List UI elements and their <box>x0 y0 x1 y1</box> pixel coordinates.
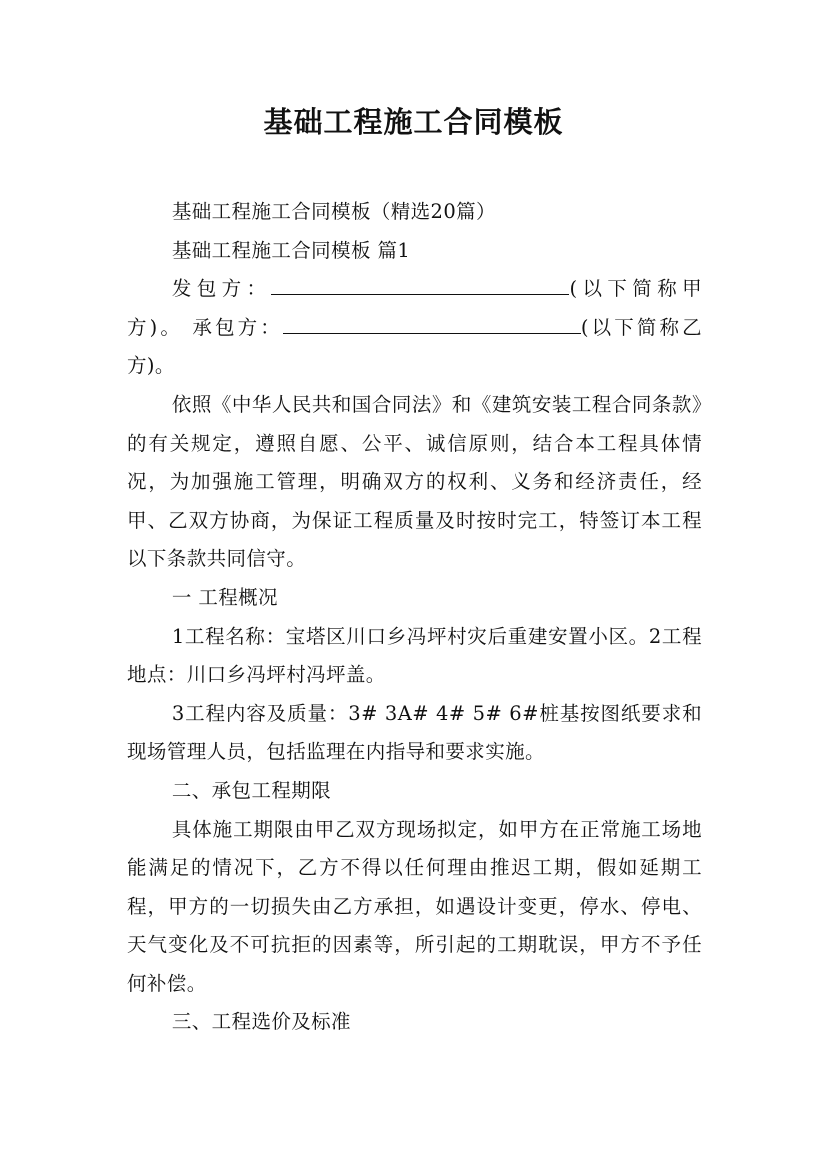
party-b-label: 承包方： <box>192 315 283 339</box>
section-2-paragraph: 具体施工期限由甲乙双方现场拟定，如甲方在正常施工场地能满足的情况下，乙方不得以任何理由推迟工期，假如延期工程，甲方的一切损失由乙方承担，如遇设计变更，停水、停电、天气变化及不可抗拒的因素等，所引起的工期耽误，甲方不予任何补偿。 <box>127 817 702 995</box>
document-title: 基础工程施工合同模板 <box>263 105 564 139</box>
party-b-blank <box>283 313 581 334</box>
article-heading: 基础工程施工合同模板 篇1 <box>171 238 411 262</box>
intro-paragraph: 依照《中华人民共和国合同法》和《建筑安装工程合同条款》的有关规定，遵照自愿、公平、诚信原则，结合本工程具体情况，为加强施工管理，明确双方的权利、义务和经济责任，经甲、乙双方协商，为保证工程质量及时按时完工，特签订本工程以下条款共同信守。 <box>127 392 702 571</box>
section-3-heading: 三、工程选价及标准 <box>171 1010 351 1034</box>
party-line <box>127 270 702 386</box>
party-a-blank <box>271 274 569 295</box>
section-1-heading: 一 工程概况 <box>171 585 278 609</box>
section-2-heading: 二、承包工程期限 <box>171 778 332 802</box>
party-a-label: 发包方： <box>171 277 272 301</box>
item-3: 3工程内容及质量：3# 3A# 4# 5# 6#桩基按图纸要求和现场管理人员，包括监理在内指导和要求实施。 <box>127 701 702 764</box>
party-b-suffix: (以下简称乙方)。 <box>127 315 702 378</box>
party-a-suffix: (以下简称甲方)。 <box>127 277 702 339</box>
subtitle: 基础工程施工合同模板（精选20篇） <box>171 200 496 223</box>
item-1-2: 1工程名称：宝塔区川口乡冯坪村灾后重建安置小区。2工程地点：川口乡冯坪村冯坪盖。 <box>127 624 702 687</box>
document-body <box>127 193 702 1042</box>
